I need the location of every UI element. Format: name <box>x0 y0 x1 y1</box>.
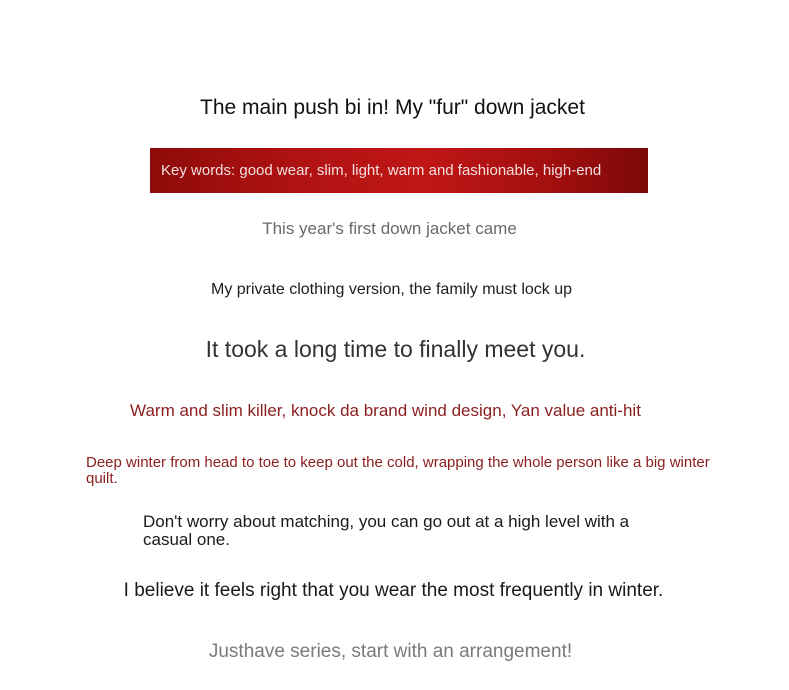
description-line-4: Warm and slim killer, knock da brand wind design, Yan value anti-hit <box>130 401 641 420</box>
description-line-7: I believe it feels right that you wear the most frequently in winter. <box>123 580 664 601</box>
page-title: The main push bi in! My "fur" down jacket <box>200 96 585 119</box>
description-line-5: Deep winter from head to toe to keep out the cold, wrapping the whole person like a big winter quilt. <box>86 454 710 487</box>
description-line-2: My private clothing version, the family must lock up <box>210 281 573 298</box>
description-line-6: Don't worry about matching, you can go out at a high level with a casual one. <box>143 512 630 549</box>
description-line-3: It took a long time to finally meet you. <box>205 336 586 362</box>
description-line-8: Justhave series, start with an arrangement! <box>208 641 573 662</box>
keywords-text: Key words: good wear, slim, light, warm and fashionable, high-end <box>161 162 602 179</box>
keywords-banner <box>150 148 648 193</box>
description-line-1: This year's first down jacket came <box>262 219 517 238</box>
